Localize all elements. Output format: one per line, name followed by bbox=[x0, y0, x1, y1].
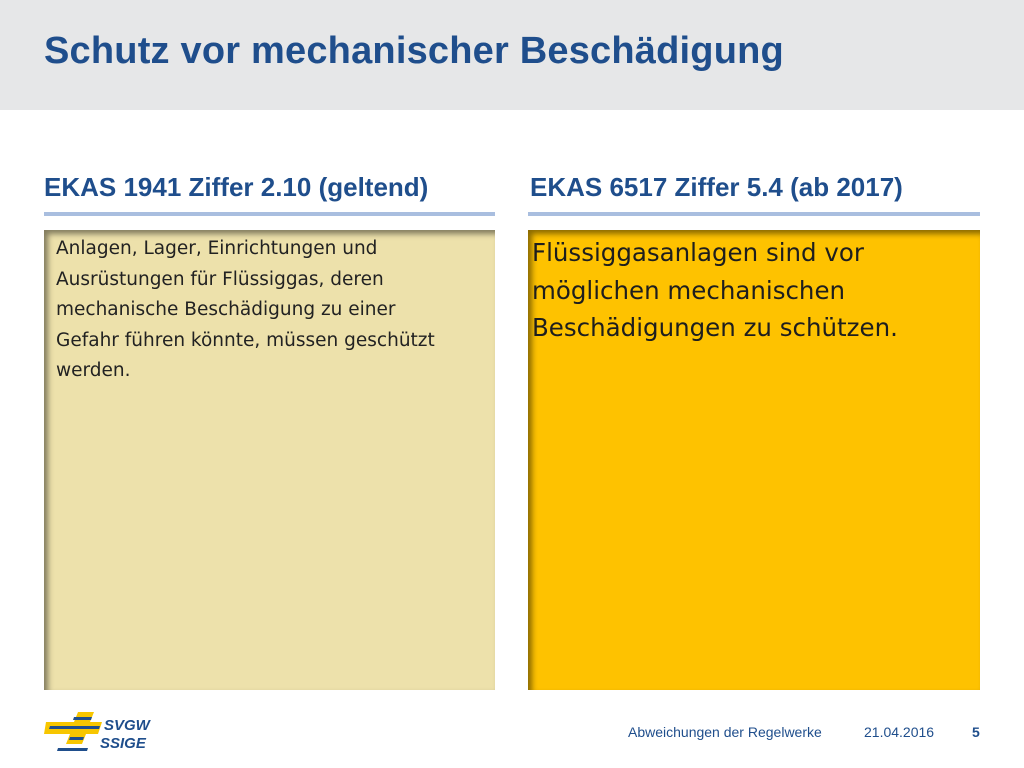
footer-page-number: 5 bbox=[972, 724, 980, 740]
left-text-line: Gefahr führen könnte, müssen geschützt bbox=[56, 329, 435, 351]
left-text-line: Ausrüstungen für Flüssiggas, deren bbox=[56, 268, 384, 290]
footer-date: 21.04.2016 bbox=[864, 724, 935, 740]
left-content-text bbox=[56, 234, 485, 387]
left-text-line: Anlagen, Lager, Einrichtungen und bbox=[56, 238, 378, 259]
left-text-line: mechanische Beschädigung zu einer bbox=[56, 299, 396, 320]
left-column-rule bbox=[44, 212, 495, 216]
right-text-line: Flüssiggasanlagen sind vor bbox=[532, 238, 864, 267]
right-text-line: Beschädigungen zu schützen. bbox=[532, 313, 898, 342]
right-column-rule bbox=[528, 212, 980, 216]
slide-title: Schutz vor mechanischer Beschädigung bbox=[44, 30, 784, 72]
footer-presentation-title: Abweichungen der Regelwerke bbox=[628, 724, 822, 740]
logo-text-ssige: SSIGE bbox=[100, 735, 146, 752]
left-content-box bbox=[44, 230, 495, 690]
right-content-text bbox=[532, 234, 968, 347]
right-text-line: möglichen mechanischen bbox=[532, 275, 846, 305]
svgw-logo-icon bbox=[44, 708, 164, 758]
left-column-heading: EKAS 1941 Ziffer 2.10 (geltend) bbox=[44, 172, 429, 202]
right-column-heading: EKAS 6517 Ziffer 5.4 (ab 2017) bbox=[530, 172, 903, 202]
right-content-box bbox=[528, 230, 980, 690]
logo-text-svgw: SVGW bbox=[104, 717, 150, 734]
left-text-line: werden. bbox=[56, 360, 131, 381]
